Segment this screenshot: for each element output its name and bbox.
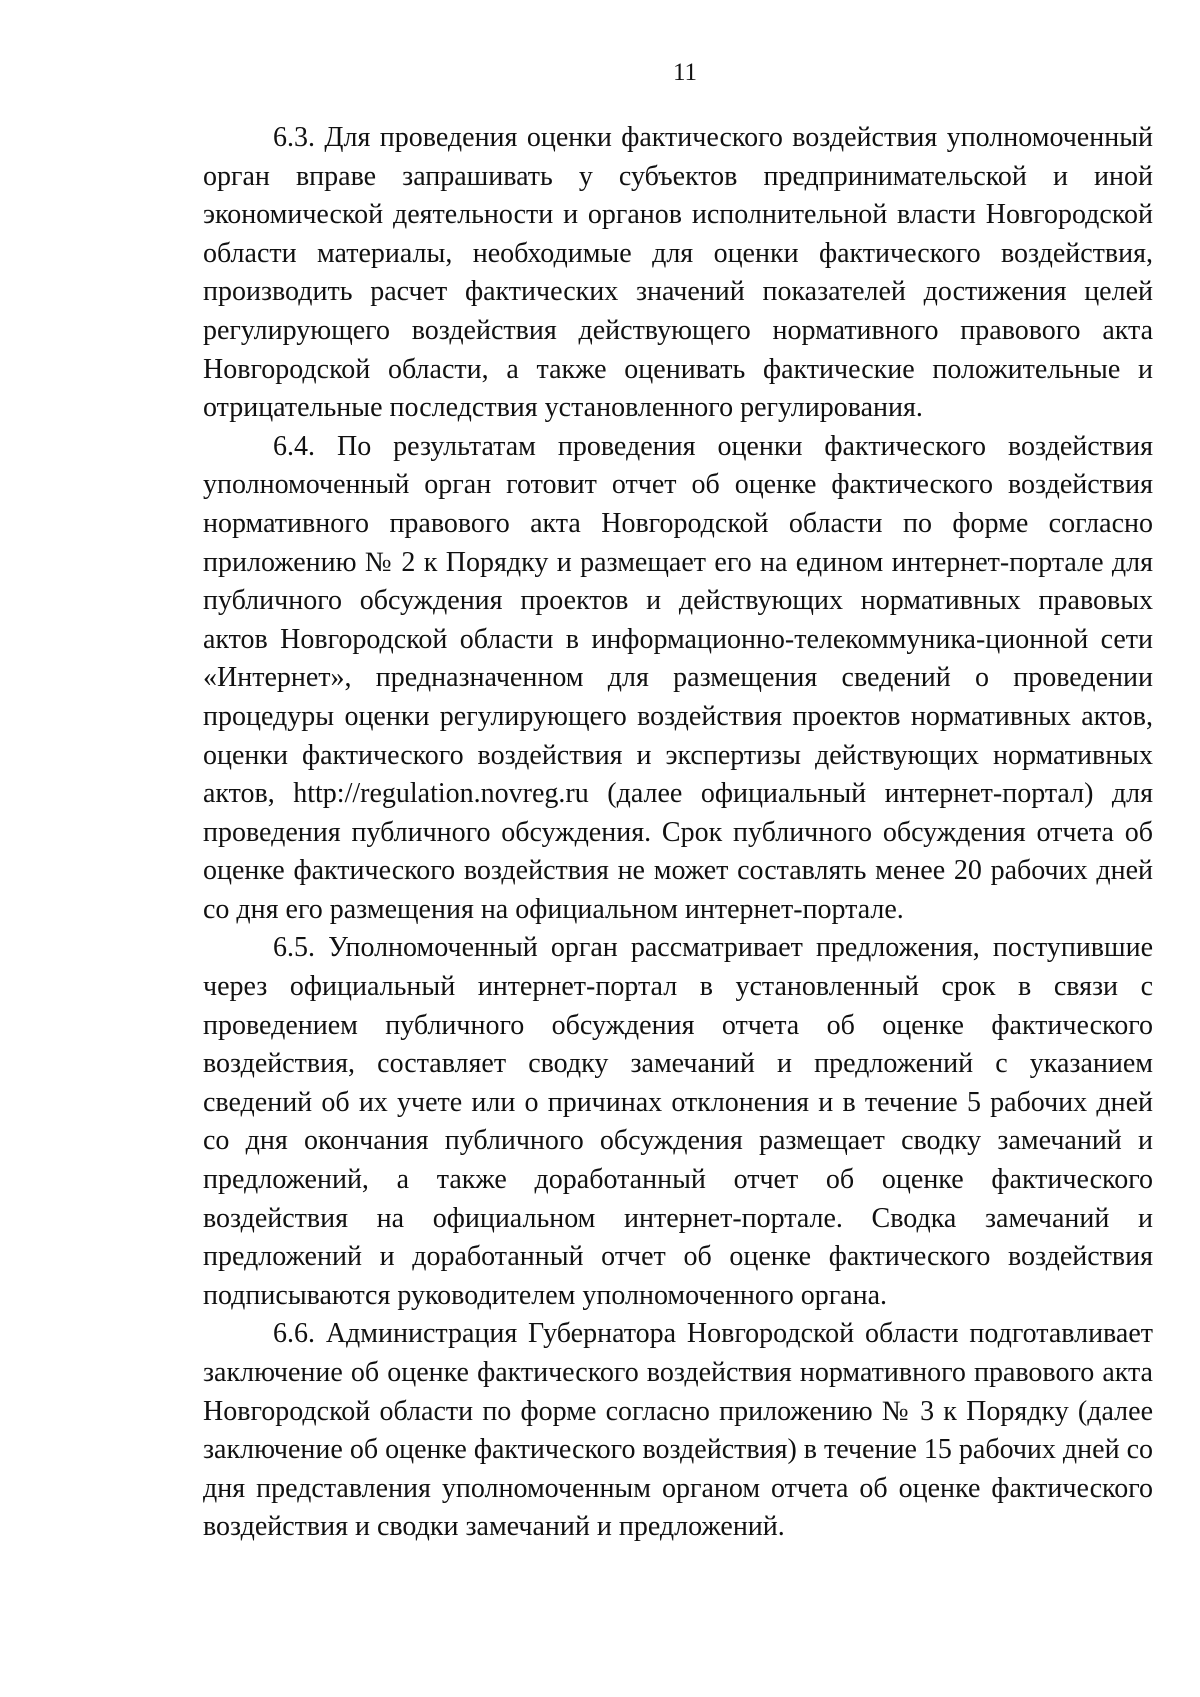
- document-body: [203, 119, 1153, 1547]
- paragraph-6-3: 6.3. Для проведения оценки фактического воздействия уполномоченный орган вправе запрашивать у субъектов предпринимательской и иной экономической деятельности и органов исполнительной власти Новгородской области материалы, необходимые для оценки фактического воздействия, производить расчет фактических значений показателей достижения целей регулирующего воздействия действующего нормативного правового акта Новгородской области, а также оценивать фактические положительные и отрицательные последствия установленного регулирования.: [203, 122, 1153, 424]
- page-number: 11: [672, 59, 698, 86]
- paragraph-6-6: 6.6. Администрация Губернатора Новгородской области подготавливает заключение об оценке фактического воздействия нормативного правового акта Новгородской области по форме согласно приложению № 3 к Порядку (далее заключение об оценке фактического воздействия) в течение 15 рабочих дней со дня представления уполномоченным органом отчета об оценке фактического воздействия и сводки замечаний и предложений.: [203, 1318, 1153, 1543]
- paragraph-6-4: 6.4. По результатам проведения оценки фактического воздействия уполномоченный орган готовит отчет об оценке фактического воздействия нормативного правового акта Новгородской области по форме согласно приложению № 2 к Порядку и размещает его на едином интернет-портале для публичного обсуждения проектов и действующих нормативных правовых актов Новгородской области в информационно-телекоммуника-ционной сети «Интернет», предназначенном для размещения сведений о проведении процедуры оценки регулирующего воздействия проектов нормативных актов, оценки фактического воздействия и экспертизы действующих нормативных актов, http://regulation.novreg.ru (далее официальный интернет-портал) для проведения публичного обсуждения. Срок публичного обсуждения отчета об оценке фактического воздействия не может составлять менее 20 рабочих дней со дня его размещения на официальном интернет-портале.: [203, 430, 1153, 925]
- paragraph-6-5: 6.5. Уполномоченный орган рассматривает предложения, поступившие через официальный интернет-портал в установленный срок в связи с проведением публичного обсуждения отчета об оценке фактического воздействия, составляет сводку замечаний и предложений с указанием сведений об их учете или о причинах отклонения и в течение 5 рабочих дней со дня окончания публичного обсуждения размещает сводку замечаний и предложений, а также доработанный отчет об оценке фактического воздействия на официальном интернет-портале. Сводка замечаний и предложений и доработанный отчет об оценке фактического воздействия подписываются руководителем уполномоченного органа.: [203, 932, 1153, 1311]
